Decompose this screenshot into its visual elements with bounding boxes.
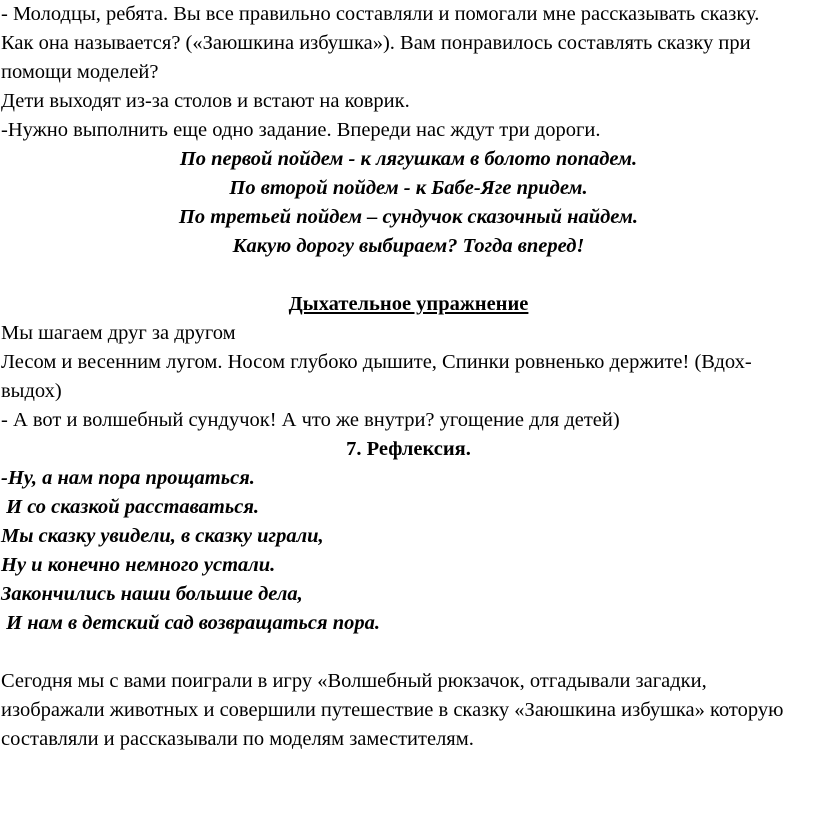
roads-verse [1,145,816,261]
reflection-verse-line-4: Ну и конечно немного устали. [1,554,276,576]
reflection-section [1,435,816,638]
breathing-line-3: выдох) [1,380,62,402]
intro-line-4: Дети выходят из-за столов и встают на коврик. [1,90,410,112]
breathing-section [1,290,816,435]
summary-paragraph [1,667,816,754]
summary-line-1: Сегодня мы с вами поиграли в игру «Волшебный рюкзачок, отгадывали загадки, [1,670,707,692]
intro-line-5: -Нужно выполнить еще одно задание. Впереди нас ждут три дороги. [1,119,601,141]
reflection-verse-line-6: И нам в детский сад возвращаться пора. [1,612,380,634]
roads-verse-line-2: По второй пойдем - к Бабе-Яге придем. [229,177,588,199]
intro-paragraph [1,0,816,145]
reflection-verse-line-5: Закончились наши большие дела, [1,583,303,605]
breathing-line-1: Мы шагаем друг за другом [1,322,236,344]
breathing-heading: Дыхательное упражнение [288,293,529,315]
breathing-line-4: - А вот и волшебный сундучок! А что же внутри? угощение для детей) [1,409,620,431]
roads-verse-line-1: По первой пойдем - к лягушкам в болото попадем. [179,148,638,170]
intro-line-2: Как она называется? («Заюшкина избушка»). Вам понравилось составлять сказку при [1,32,751,54]
summary-line-3: составляли и рассказывали по моделям заместителям. [1,728,474,750]
spacer [1,261,816,290]
roads-verse-line-4: Какую дорогу выбираем? Тогда вперед! [232,235,585,257]
reflection-verse-line-2: И со сказкой расставаться. [1,496,260,518]
spacer [1,638,816,667]
roads-verse-line-3: По третьей пойдем – сундучок сказочный найдем. [178,206,639,228]
breathing-line-2: Лесом и весенним лугом. Носом глубоко дышите, Спинки ровненько держите! (Вдох- [1,351,752,373]
intro-line-3: помощи моделей? [1,61,159,83]
reflection-verse-line-1: -Ну, а нам пора прощаться. [1,467,255,489]
summary-line-2: изображали животных и совершили путешествие в сказку «Заюшкина избушка» которую [1,699,784,721]
reflection-heading: 7. Рефлексия. [346,438,471,460]
reflection-verse-line-3: Мы сказку увидели, в сказку играли, [1,525,324,547]
intro-line-1: - Молодцы, ребята. Вы все правильно составляли и помогали мне рассказывать сказку. [1,3,760,25]
